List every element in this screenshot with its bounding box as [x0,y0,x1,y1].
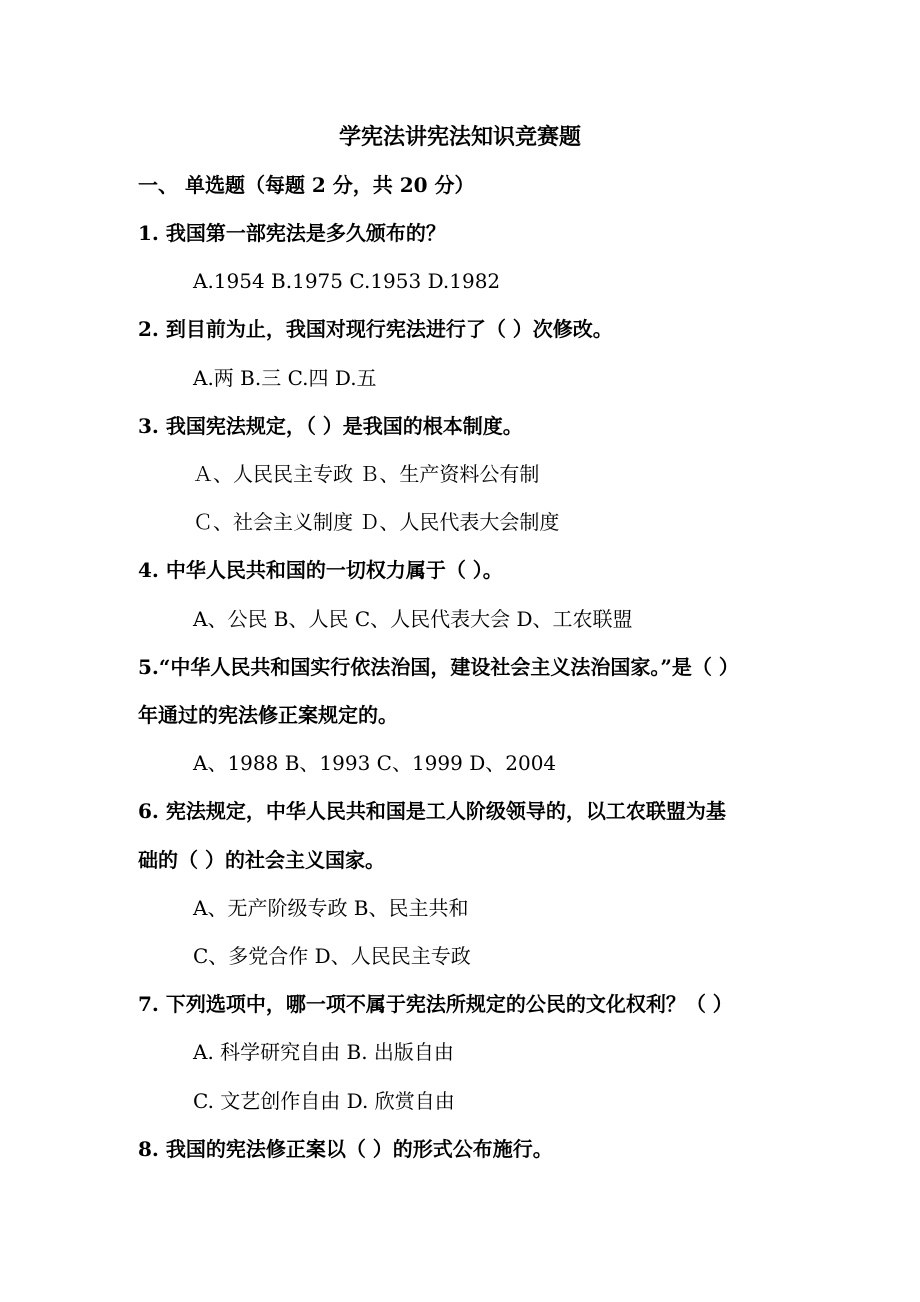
question-7-text: 7. 下列选项中，哪一项不属于宪法所规定的公民的文化权利？（ ） [138,992,733,1016]
question-2-text: 2. 到目前为止，我国对现行宪法进行了（ ）次修改。 [138,317,613,341]
document-title: 学宪法讲宪法知识竞赛题 [338,124,581,150]
question-3-options-line-1: Ａ、人民民主专政 Ｂ、生产资料公有制 [193,462,540,486]
question-3-options-line-2: Ｃ、社会主义制度 Ｄ、人民代表大会制度 [193,510,560,534]
question-7-options-line-1: A. 科学研究自由 B. 出版自由 [193,1040,454,1064]
question-4-text: 4. 中华人民共和国的一切权力属于（ ）。 [138,558,503,582]
question-7-options-line-2: C. 文艺创作自由 D. 欣赏自由 [193,1089,455,1113]
question-4-options: A、公民 B、人民 C、人民代表大会 D、工农联盟 [193,607,633,631]
question-1-options: A.1954 B.1975 C.1953 D.1982 [193,269,501,293]
question-3-text: 3. 我国宪法规定，（ ）是我国的根本制度。 [138,414,523,438]
question-5-text-line-2: 年通过的宪法修正案规定的。 [138,703,398,727]
section-heading: 一、 单选题（每题 2 分，共 20 分） [138,173,475,197]
question-8-text: 8. 我国的宪法修正案以（ ）的形式公布施行。 [138,1137,553,1161]
question-6-options-line-2: C、多党合作 D、人民民主专政 [193,944,471,968]
question-1-text: 1. 我国第一部宪法是多久颁布的？ [138,221,446,245]
question-6-text-line-1: 6. 宪法规定，中华人民共和国是工人阶级领导的，以工农联盟为基 [138,799,726,823]
question-5-options: A、1988 B、1993 C、1999 D、2004 [193,751,557,775]
question-6-text-line-2: 础的（ ）的社会主义国家。 [138,848,385,872]
question-5-text-line-1: 5.“中华人民共和国实行依法治国，建设社会主义法治国家。”是（ ） [138,655,739,679]
question-2-options: A.两 B.三 C.四 D.五 [193,366,377,390]
question-6-options-line-1: A、无产阶级专政 B、民主共和 [193,896,469,920]
